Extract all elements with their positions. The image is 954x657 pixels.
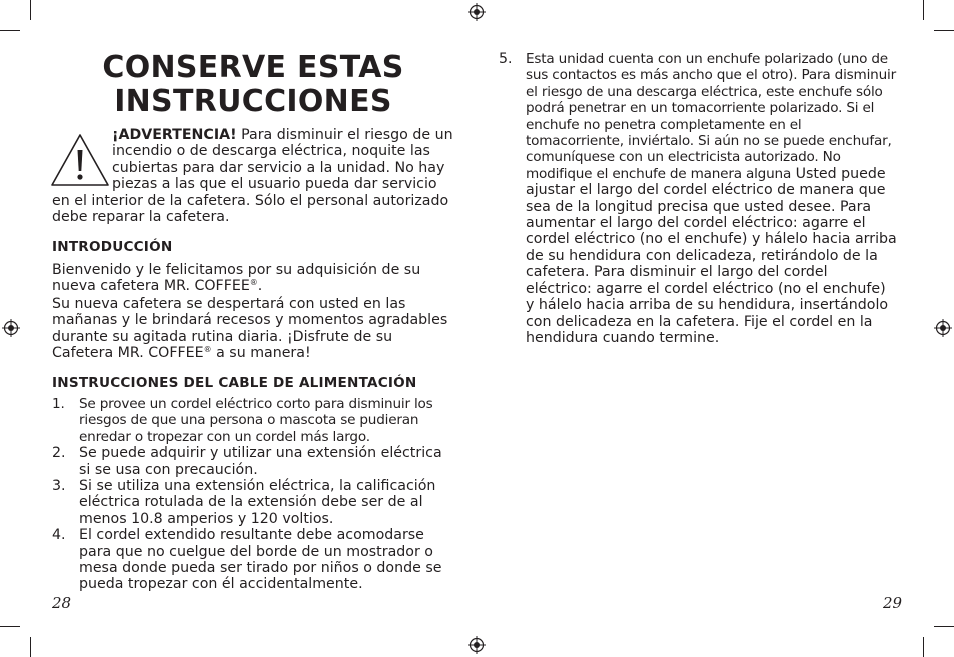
list-item: 5. Esta unidad cuenta con un enchufe polarizado (uno de sus contactos es más ancho que el otro). Para disminuir el riesgo de una descarga eléctrica, este enchufe sólo podrá penetrar en un tomacorriente polarizado. Si el enchufe no penetra completamente en el tomacorriente, inviértalo. Si aún no se puede enchufar, comuníquese con un electricista autorizado. No modifique el enchufe de manera alguna Usted puede ajustar el largo del cordel eléctrico de manera que sea de la longitud precisa que usted desee. Para aumentar el largo del cordel eléctrico: agarre el cordel eléctrico (no el enchufe) y hálelo hacia arriba de su hendidura con delicadeza, retirándolo de la cafetera. Para disminuir el largo del cordel eléctrico: agarre el cordel eléctrico (no el enchufe) y hálelo hacia arriba de su hendidura, insertándolo con delicadeza en la cafetera. Fije el cordel en la hendidura cuando termine. [499,51,897,346]
intro-paragraph-2: Su nueva cafetera se despertará con usted en las mañanas y le brindará recesos y momentos agradables durante su agitada rutina diaria. ¡Disfrute de su Cafetera MR. COFFEE® a su manera! [52,296,448,362]
intro-heading: INTRODUCCIÓN [52,239,173,255]
page-number: 28 [52,594,72,612]
list-item: 2. Se puede adquirir y utilizar una extensión eléctrica si se usa con precaución. [52,445,442,478]
cord-heading: INSTRUCCIONES DEL CABLE DE ALIMENTACIÓN [52,375,417,391]
warning-text [52,127,456,225]
warning-body: Para disminuir el riesgo de un incendio o de descarga eléctrica, noquite las cubiertas para dar servicio a la unidad. No hay piezas a las que el usuario pueda dar servicio en el interior de la cafetera. Sólo el personal autorizado debe reparar la cafetera. [52,127,453,226]
warning-label: ¡ADVERTENCIA! [112,127,237,143]
page-number: 29 [883,594,903,612]
cord-instructions-list [52,396,456,593]
cord-instructions-list-continued [499,51,897,346]
page-title: CONSERVE ESTAS INSTRUCCIONES [102,50,404,119]
list-item: 4. El cordel extendido resultante debe acomodarse para que no cuelgue del borde de un mostrador o mesa donde pueda ser tirado por niños o donde se pueda tropezar con él accidentalmente. [52,527,442,593]
list-item: 3. Si se utiliza una extensión eléctrica, la calificación eléctrica rotulada de la extensión debe ser de al menos 10.8 amperios y 120 voltios. [52,478,436,527]
intro-paragraph-1: Bienvenido y le felicitamos por su adquisición de su nueva cafetera MR. COFFEE®. [52,262,421,295]
right-page [477,0,954,657]
list-item: 1. Se provee un cordel eléctrico corto para disminuir los riesgos de que una persona o mascota se pudieran enredar o tropezar con un cordel más largo. [52,396,433,445]
